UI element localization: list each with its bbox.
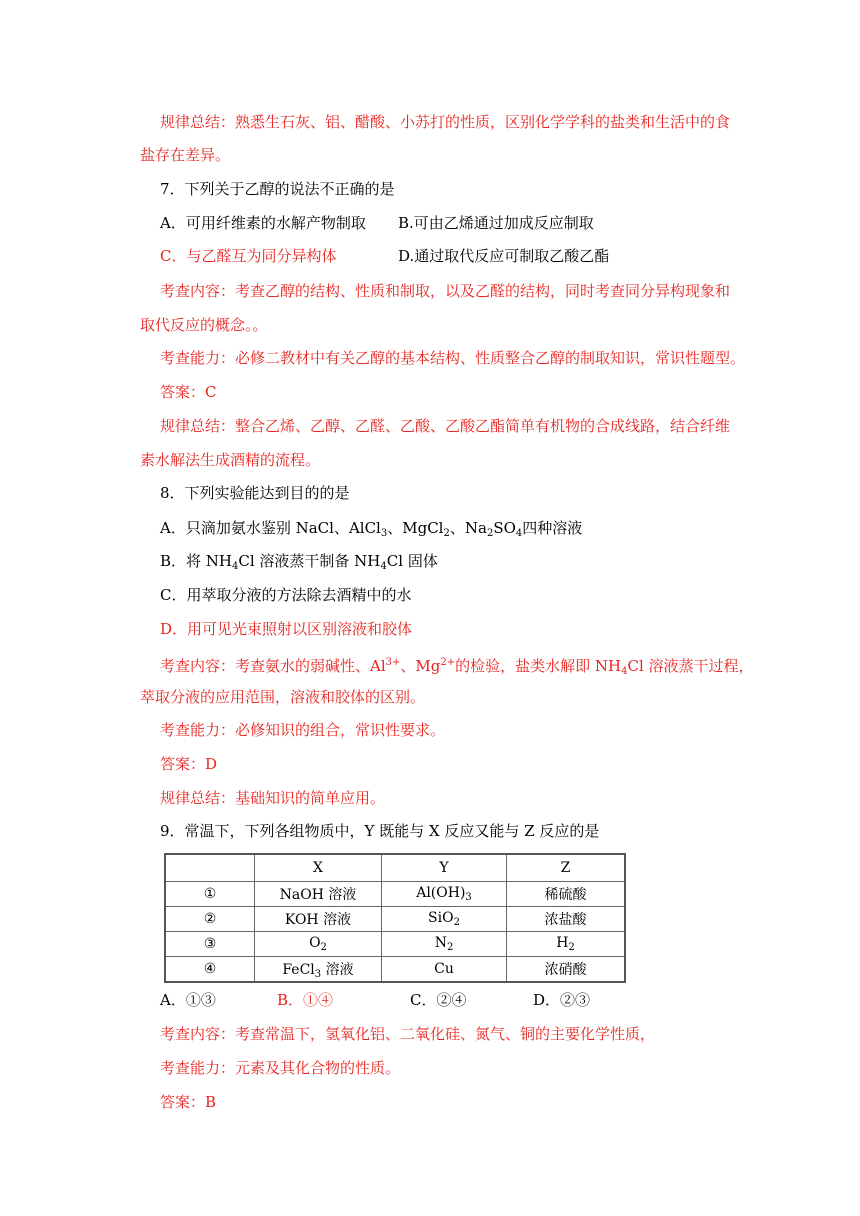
table-cell: $H_2$: [507, 932, 626, 957]
q7-option-d: D.通过取代反应可制取乙酸乙酯: [398, 247, 610, 265]
table-cell: $N_2$: [382, 932, 507, 957]
q8-option-d: D．用可见光束照射以区别溶液和胶体: [160, 620, 413, 638]
q8-summary: 规律总结：基础知识的简单应用。: [160, 789, 386, 807]
table-cell: $Al(OH)_3$: [382, 882, 507, 907]
q9-option-a: A．①③: [160, 991, 216, 1009]
q7-option-a: A．可用纤维素的水解产物制取: [160, 214, 366, 232]
table-cell: $O_2$: [255, 932, 382, 957]
table-cell: ③: [165, 932, 255, 957]
q7-option-c: C．与乙醛互为同分异构体: [160, 247, 337, 265]
table-row: [165, 957, 625, 983]
table-row: [165, 882, 625, 907]
table-cell: 稀硫酸: [507, 882, 626, 907]
q6-summary-line2: 盐存在差异。: [140, 146, 231, 164]
q7-content-line1: 考查内容：考查乙醇的结构、性质和制取，以及乙醛的结构，同时考查同分异构现象和: [160, 282, 731, 300]
q8-answer: 答案：D: [160, 755, 218, 773]
q7-answer: 答案：C: [160, 383, 217, 401]
q7-stem: 7．下列关于乙醇的说法不正确的是: [160, 180, 395, 198]
q8-option-b: B．将 $NH_4Cl$ 溶液蒸干制备 $NH_4Cl$ 固体: [160, 552, 438, 572]
q8-option-a: A．只滴加氨水鉴别 NaCl、AlCl$_3$、MgCl$_2$、$Na_2SO_4$四种溶液: [160, 519, 583, 539]
table-header-z: Z: [507, 854, 626, 882]
table-cell: ②: [165, 907, 255, 932]
table-row: [165, 907, 625, 932]
table-cell: NaOH 溶液: [255, 882, 382, 907]
table-row: [165, 932, 625, 957]
table-cell: KOH 溶液: [255, 907, 382, 932]
table-cell: ①: [165, 882, 255, 907]
table-cell: 浓硝酸: [507, 957, 626, 983]
q9-answer: 答案：B: [160, 1093, 217, 1111]
q8-option-c: C．用萃取分液的方法除去酒精中的水: [160, 586, 412, 604]
table-header-y: Y: [382, 854, 507, 882]
q9-content: 考查内容：考查常温下，氢氧化铝、二氧化硅、氮气、铜的主要化学性质，: [160, 1025, 656, 1043]
table-header-x: X: [255, 854, 382, 882]
q8-ability: 考查能力：必修知识的组合，常识性要求。: [160, 721, 446, 739]
q9-option-b: B．①④: [277, 991, 334, 1009]
table-cell: SiO$_2$: [382, 907, 507, 932]
q7-content-line2: 取代反应的概念。。: [140, 316, 268, 334]
q7-summary-line2: 素水解法生成酒精的流程。: [140, 451, 321, 469]
q8-content-line2: 萃取分液的应用范围，溶液和胶体的区别。: [140, 688, 426, 706]
table-header-row: [165, 854, 625, 882]
table-cell: FeCl$_3$ 溶液: [255, 957, 382, 983]
q9-stem: 9．常温下，下列各组物质中，Y 既能与 X 反应又能与 Z 反应的是: [160, 822, 600, 840]
q7-option-b: B.可由乙烯通过加成反应制取: [398, 214, 594, 232]
q7-ability: 考查能力：必修二教材中有关乙醇的基本结构、性质整合乙醇的制取知识，常识性题型。: [160, 349, 746, 367]
q6-summary-line1: 规律总结：熟悉生石灰、铝、醋酸、小苏打的性质，区别化学学科的盐类和生活中的食: [160, 113, 731, 131]
q9-option-d: D．②③: [533, 991, 591, 1009]
q8-stem: 8．下列实验能达到目的的是: [160, 484, 350, 502]
table-cell: Cu: [382, 957, 507, 983]
q7-summary-line1: 规律总结：整合乙烯、乙醇、乙醛、乙酸、乙酸乙酯简单有机物的合成线路，结合纤维: [160, 417, 731, 435]
table-cell: 浓盐酸: [507, 907, 626, 932]
q9-option-c: C．②④: [410, 991, 467, 1009]
table-header-cell: [165, 854, 255, 882]
table-cell: ④: [165, 957, 255, 983]
q8-content-line1: 考查内容：考查氨水的弱碱性、$Al^{3+}$、$Mg^{2+}$的检验，盐类水解即 $NH_4Cl$ 溶液蒸干过程，: [160, 657, 754, 677]
q9-ability: 考查能力：元素及其化合物的性质。: [160, 1059, 401, 1077]
q9-table: [164, 853, 626, 983]
